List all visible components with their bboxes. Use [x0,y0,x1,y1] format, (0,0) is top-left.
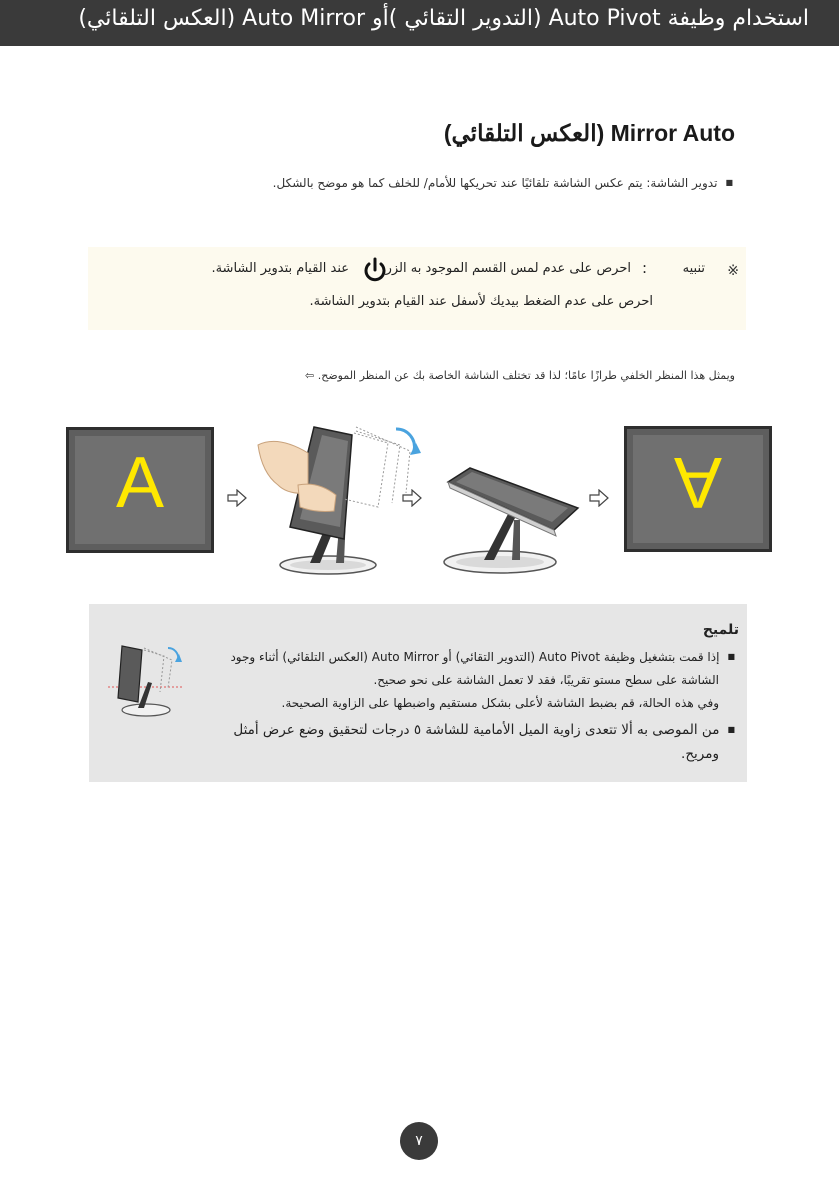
caution-line2: احرص على عدم الضغط بيديك لأسفل عند القيام بتدوير الشاشة. [309,294,653,309]
section-title: Mirror Auto (العكس التلقائي) [443,120,735,146]
monitor-rotating-illustration [238,415,428,575]
monitor-front-normal [66,427,214,553]
tip-item2-line1 [233,722,735,738]
monitor-tilted-illustration [428,460,588,575]
rotation-bullet [273,176,733,190]
figure-note-text: ويمثل هذا المنظر الخلفي طرازًا عامًا؛ لذا قد تختلف الشاشة الخاصة بك عن المنظر الموضح. [317,369,735,382]
tip-item1-line3: وفي هذه الحالة، قم بضبط الشاشة لأعلى بشكل مستقيم واضبطها على الزاوية الصحيحة. [281,696,719,710]
caution-line1-start: احرص على عدم لمس القسم الموجود به الزر [385,261,631,276]
screen-letter-normal: A [115,443,165,523]
bullet-square-icon: ■ [727,652,735,661]
tip-item1-line1-text: إذا قمت بتشغيل وظيفة Auto Pivot (التدوير التقائي) أو Auto Mirror (العكس التلقائي) أثناء وجود [230,650,720,664]
tip-item1-line1 [230,650,735,664]
caution-colon: : [641,259,647,277]
tip-title: تلميح [702,622,739,638]
bullet-square-icon: ■ [727,725,735,734]
rotation-bullet-text: تدوير الشاشة: يتم عكس الشاشة تلقائيًا عند تحريكها للأمام/ للخلف كما هو موضح بالشكل. [272,176,718,190]
caution-label: تنبيه [682,261,705,276]
caution-line1-end: عند القيام بتدوير الشاشة. [211,261,349,276]
monitor-front-inverted [624,426,772,552]
caution-box [88,247,746,330]
screen-letter-inverted: A [673,442,723,522]
step-arrow-icon [402,489,422,507]
bullet-square-icon: ■ [725,178,733,187]
figure-note [305,369,735,382]
reference-mark-icon: ※ [727,263,739,279]
page-number: ٧ [400,1122,438,1160]
tip-item2-line1-text: من الموصى به ألا تتعدى زاوية الميل الأمامية للشاشة ٥ درجات لتحقيق وضع عرض أمثل [233,722,720,738]
hand-pointer-icon: ⇦ [305,369,315,382]
tip-item1-line2: الشاشة على سطح مستو تقريبًا، فقد لا تعمل الشاشة على نحو صحيح. [373,673,719,687]
tip-item2-line2: ومريح. [681,746,719,762]
power-icon [362,256,388,284]
step-arrow-icon [589,489,609,507]
page-header-title: استخدام وظيفة Auto Pivot (التدوير التقائي )أو Auto Mirror (العكس التلقائي) [78,6,809,31]
tip-monitor-illustration [108,640,188,720]
